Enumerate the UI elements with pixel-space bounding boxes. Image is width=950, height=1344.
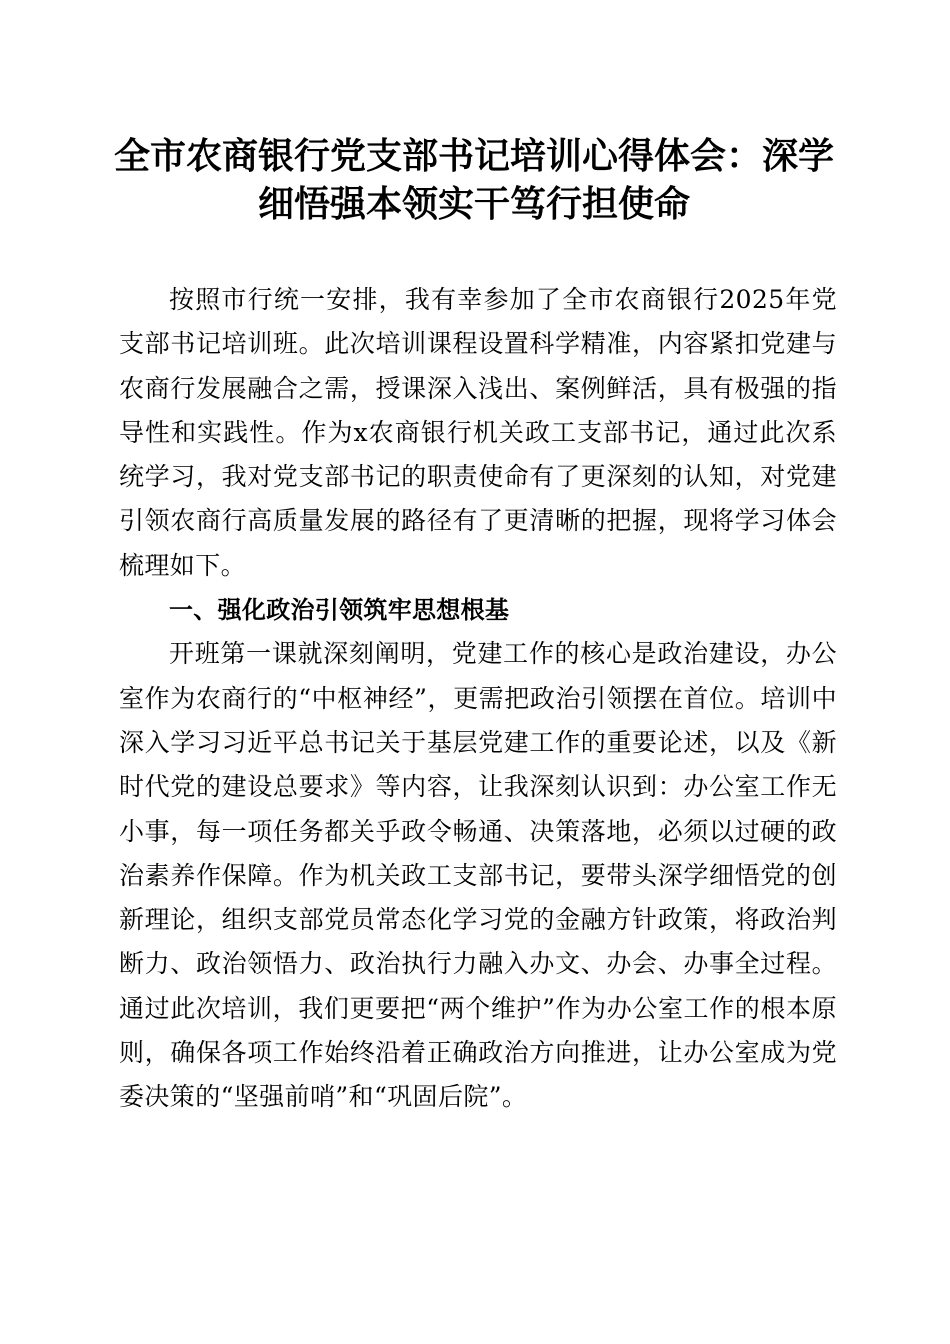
body-paragraph-intro: 按照市行统一安排，我有幸参加了全市农商银行2025年党支部书记培训班。此次培训课程设置科学精准，内容紧扣党建与农商行发展融合之需，授课深入浅出、案例鲜活，具有极强的指导性和实践性。作为x农商银行机关政工支部书记，通过此次系统学习，我对党支部书记的职责使命有了更深刻的认知，对党建引领农商行高质量发展的路径有了更清晰的把握，现将学习体会梳理如下。 bbox=[119, 285, 837, 580]
body-paragraph-section-1: 开班第一课就深刻阐明，党建工作的核心是政治建设，办公室作为农商行的“中枢神经”，更需把政治引领摆在首位。培训中深入学习习近平总书记关于基层党建工作的重要论述，以及《新时代党的建设总要求》等内容，让我深刻认识到：办公室工作无小事，每一项任务都关乎政令畅通、决策落地，必须以过硬的政治素养作保障。作为机关政工支部书记，要带头深学细悟党的创新理论，组织支部党员常态化学习党的金融方针政策，将政治判断力、政治领悟力、政治执行力融入办文、办会、办事全过程。通过此次培训，我们更要把“两个维护”作为办公室工作的根本原则，确保各项工作始终沿着正确政治方向推进，让办公室成为党委决策的“坚强前哨”和“巩固后院”。 bbox=[119, 639, 837, 1112]
section-heading-1: 一、强化政治引领筑牢思想根基 bbox=[169, 596, 510, 625]
document-title: 全市农商银行党支部书记培训心得体会：深学细悟强本领实干笃行担使命 bbox=[113, 135, 834, 225]
document-body bbox=[119, 278, 837, 1120]
